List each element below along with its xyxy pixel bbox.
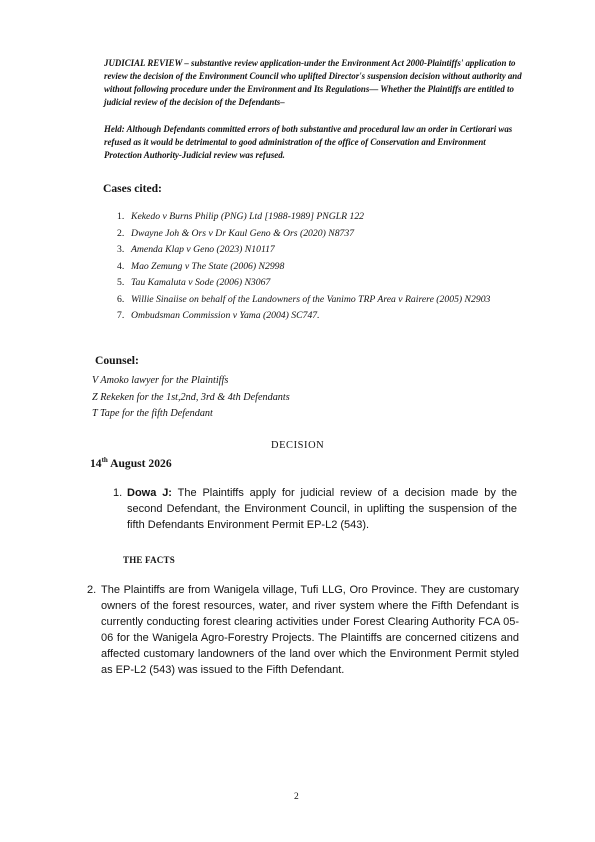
decision-date xyxy=(90,456,172,470)
case-item xyxy=(117,292,527,309)
date-suffix: th xyxy=(101,456,108,464)
date-day: 14 xyxy=(90,456,102,470)
case-citation: Tau Kamaluta v Sode (2006) N3067 xyxy=(131,277,271,288)
case-citation: Willie Sinaiise on behalf of the Landowners of the Vanimo TRP Area v Rairere (2005) N2903 xyxy=(131,293,491,305)
cases-cited-list xyxy=(117,209,527,325)
case-number: 4. xyxy=(117,260,125,272)
counsel-heading: Counsel: xyxy=(95,354,139,367)
paragraph-number: 2. xyxy=(87,584,97,596)
counsel-line: T Tape for the fifth Defendant xyxy=(92,408,213,419)
paragraph-2 xyxy=(87,582,519,678)
held-summary: Held: Although Defendants committed errors of both substantive and procedural law an order in Certiorari was refused as it would be detrimental to good administration of the office of Conservation and Environment Protection Authority-Judicial review was refused. xyxy=(104,124,513,160)
paragraph-text: The Plaintiffs apply for judicial review of a decision made by the second Defendant, the Environment Council, in uplifting the suspension of the fifth Defendants Environment Permit EP-L2 (543). xyxy=(127,487,517,531)
case-number: 3. xyxy=(117,244,125,255)
judicial-review-summary: JUDICIAL REVIEW – substantive review application-under the Environment Act 2000-Plaintiffs' application to review the decision of the Environment Council who uplifted Director's suspension decision without authority and without following procedure under the Environment and Its Regulations— Whether the Plaintiffs are entitled to judicial review of the decision of the Defendants– xyxy=(104,58,522,107)
case-item xyxy=(117,275,527,292)
counsel-line: V Amoko lawyer for the Plaintiffs xyxy=(92,375,229,386)
case-item xyxy=(117,242,527,259)
case-citation: Dwayne Joh & Ors v Dr Kaul Geno & Ors (2020) N8737 xyxy=(131,227,355,239)
case-citation: Amenda Klap v Geno (2023) N10117 xyxy=(131,244,275,255)
case-item xyxy=(117,209,527,226)
case-item xyxy=(117,226,527,243)
case-number: 1. xyxy=(117,211,125,222)
counsel-list xyxy=(92,373,290,423)
case-item xyxy=(117,259,527,276)
case-item xyxy=(117,308,527,325)
case-number: 6. xyxy=(117,293,125,305)
case-citation: Ombudsman Commission v Yama (2004) SC747. xyxy=(131,310,320,321)
date-month-year: August 2026 xyxy=(107,456,172,470)
page-number: 2 xyxy=(294,792,299,802)
facts-heading: THE FACTS xyxy=(123,555,175,565)
paragraph-text: The Plaintiffs are from Wanigela village, Tufi LLG, Oro Province. They are customary owners of the forest resources, water, and river system where the Fifth Defendant is currently conducting forest clearing activities under Forest Clearing Authority FCA 05-06 for the Wanigela Agro-Forestry Projects. The Plaintiffs are concerned citizens and affected customary landowners of the land over which the Environment Permit styled as EP-L2 (543) was issued to the Fifth Defendant. xyxy=(101,584,519,676)
headnote xyxy=(104,57,524,162)
case-citation: Kekedo v Burns Philip (PNG) Ltd [1988-1989] PNGLR 122 xyxy=(131,211,365,222)
counsel-line: Z Rekeken for the 1st,2nd, 3rd & 4th Defendants xyxy=(92,391,290,403)
cases-cited-heading: Cases cited: xyxy=(103,182,162,195)
paragraph-1 xyxy=(113,485,517,533)
case-citation: Mao Zemung v The State (2006) N2998 xyxy=(131,260,285,272)
case-number: 2. xyxy=(117,227,125,239)
case-number: 7. xyxy=(117,310,125,321)
judge-name: Dowa J: xyxy=(127,487,172,499)
case-number: 5. xyxy=(117,277,125,288)
paragraph-number: 1. xyxy=(113,487,123,499)
decision-heading: DECISION xyxy=(271,440,325,451)
